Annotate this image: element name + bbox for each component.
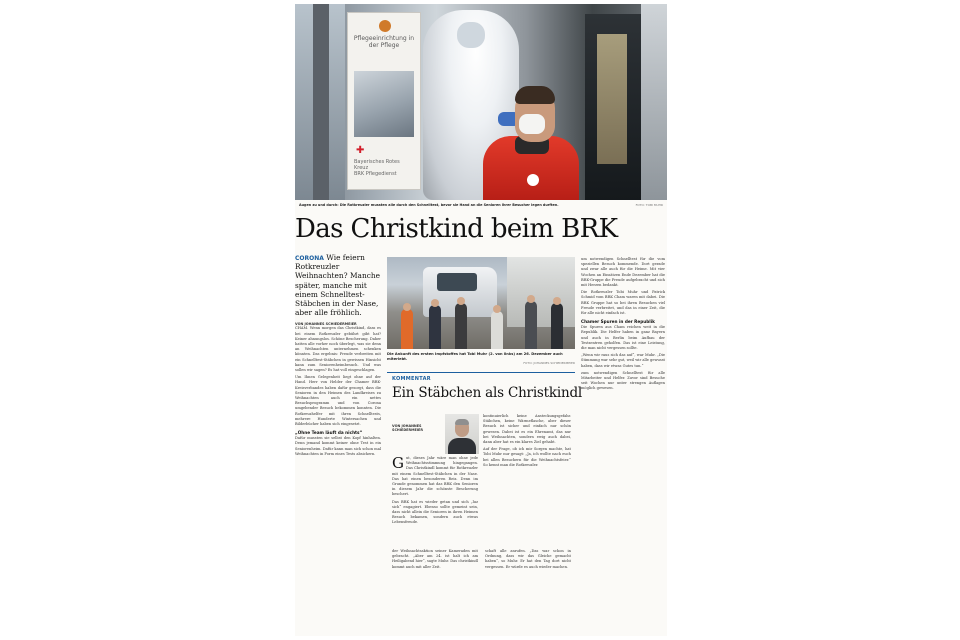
photo-person [491,311,503,349]
commentary-text: kontinuierlich keine Ansteckungsgefahr. Stäbchen, keine Wärmeflasche, aber dieser Besuch ist sicher und einfach nur schön gewesen. Dabei ist es ein Ehrenamt, das nur bei Weihnachten, sondern ewig auch dabei, dann aber hat es ein klares Ziel gehabt. [483,414,571,445]
photo-pillar [313,4,329,200]
photo-person [525,301,537,349]
poster-logo-icon [379,20,391,32]
commentary-author: VON JOHANNES SCHIEDERMEIER [392,424,423,433]
poster-org: Bayerisches Rotes Kreuz [354,159,400,171]
middle-photo-credit: FOTO: JOHANNES SCHIEDERMEIER [523,361,575,365]
body-paragraph: um notwendigen Schnelltest für die vom speziellen Besuch kommende. Dort gerade und zwar alle auch für die Heime. Mit vier Wochen an Einsätzen Ende Dezember hat die BRK-Gruppe die Freude aufgebracht und sich mit Herzen bedankt. [581,257,665,288]
photo-building [507,257,575,327]
brk-poster [347,12,421,190]
body-paragraph: Um Ihnen Gelegenheit liegt ohne auf der Hand. Herr von Helder der Chamer BRK-Kreisverbandes haben dafür gesorgt, dass die Senioren in den Heimen des Landkreises zu Weihnachten auch ein nettes Besuchsprogramm und von Corona umgebender Besuch bekommen konnten. Die Rotkreuzhelfer mit ihren Schnelltests, mehrere Hunderte Wintersachen und Bilderbücher haben sich eingesetzt. [295,375,381,427]
right-column [581,257,665,392]
left-column [295,254,381,457]
commentary-text: Das BRK hat es wieder getan und sich „luz sich“ engagiert. Ebenso sollte gemeint sein, dass nicht allein die Senioren in ihren Heimen Besuch bekamen, sondern auch etwas Lebensfreude. [392,499,478,525]
photo-person [429,305,441,349]
commentary-title: Ein Stäbchen als Christkindl [392,385,583,401]
photo-person [551,303,563,349]
subhead: Chamer Spuren in der Republik [581,319,655,325]
body-paragraph: zum notwendigen Schnelltest für alle Mitarbeiter und Helfer. Zuvor sind Besuche seit Wochen nur unter strengen Auflagen möglich gewesen. [581,370,665,391]
author-portrait [445,414,479,454]
poster-image [354,71,414,137]
face-mask [519,114,545,134]
commentary-label: KOMMENTAR [392,376,431,382]
photo-person [401,309,413,349]
body-paragraph: Dafür mussten sie selbst den Kopf hinhalten. Denn jemand kommt keiner ohne Test in ein Seniorenheim. Dafür kann man sich schon mal Weihnachten in Form eines Tests absichern. [295,436,381,456]
poster-service: BRK Pflegedienst [354,171,397,177]
jacket-badge-icon [527,174,539,186]
middle-photo-caption: Die Ankunft des ersten Impfstoffes hat Tobi Muhr (2. von links) am 26. Dezember auch miterlebt. [387,352,563,361]
commentary-column-1 [392,456,478,526]
newspaper-page [295,4,667,636]
teaser [295,253,381,317]
body-paragraph: „Wenn wir raus sich das auf“, war Muhr. „Die Stimmung war sehr gut, weil wir alle gewusst haben, dass wir etwas Gutes tun.“ [581,353,665,368]
teaser-text: Wie feiern Rotkreuzler Weihnachten? Manche später, manche mit einem Schnelltest-Stäbchen in der Nase, aber alle fröhlich. [295,253,380,318]
poster-title: Pflegeeinrichtung in der Pflege [353,35,415,49]
photo-person [455,303,467,349]
body-paragraph: Die Rotkreuzler Tobi Muhr und Patrick Schmid vom BRK Cham waren mit dabei. Die BRK Gruppe hat so bei ihren Besuchen viel Freude verbreitet, und das in einer Zeit, die für alle nicht einfach ist. [581,290,665,316]
commentary-text: Auf der Frage, ob ich mir Sorgen machte, hat Tobi Muhr nur gesagt: „Ja, ich wollte nach euch bei allen Besuchern für die Weihnachtsfeier.“ So kennt man die Rotkreuzler. [483,447,571,467]
body-paragraph: CHAM. Wenn morgen das Christkind, dass es bei einem Rotkreuzler gebührt gibt hat? Keiner ahnungslos. Schöne Bescherung. Daher hatten alle vorher noch überlegt, was sie denn an Weihnachten unternehmen schenken könnten. Das ergebnis: Freude verbreiten mit ein Schnelltest-Stäbchen in gewissen Hinsicht kann zum Seniorenheimbesuch. Und was sollen wir sagen? Es hat voll eingeschlagen. [295,326,381,373]
subhead: „Ohne Team läuft da nichts“ [295,430,363,436]
commentary-column-2 [483,414,571,468]
body-paragraph: Die Spuren aus Cham reichen weit in die Republik. Die Helfer haben in ganz Bayern und auch in Berlin beim Aufbau der Testzentren geholfen. Das ist eine Leistung, die man nicht vergessen sollte. [581,325,665,351]
visor [457,22,485,48]
red-cross-icon: ✚ [356,145,365,156]
headline: Das Christkind beim BRK [295,214,618,244]
lower-text-1: der Weihnachtsaktion seiner Kameraden mit gebracht. „Aber am 24. ist halt ich am Heiligabend hier“, sagte Muhr. Das christkindl kommt auch mit aller Zeit. [392,549,478,569]
lower-text-2: schaft alle anrufen. „Das war schon in Ordnung, dass wir das Gleiche gemacht haben“, so Muhr. Er hat den Tag dort nicht vergessen. Er würde es auch wieder machen. [485,549,571,569]
top-photo [295,4,667,200]
kicker: CORONA [295,255,324,262]
middle-photo [387,257,575,349]
top-photo-caption: Augen zu und durch: Die Rotkreuzler mussten alle durch den Schnelltest, bevor sie Hand an die Senioren ihrer Besucher legen durften. [299,203,559,207]
top-photo-credit: FOTO: TOBI MUHR [635,203,663,207]
byline: VON JOHANNES SCHIEDERMEIER [295,322,357,327]
commentary-rule [387,372,575,373]
commentary-text: ut, dieses Jahr wäre man ohne jede Weihnachtsstimmung hingegangen. Das Christkindl kommt für Rotkreuzler mit einem Schnelltest-Stäbchen in der Nase. Das hat einen besonderen Reiz. Denn im Grunde genommen hat das BRK den Senioren in diesem Jahr die schönste Bescherung beschert. [392,456,478,497]
dropcap: G [392,454,404,472]
